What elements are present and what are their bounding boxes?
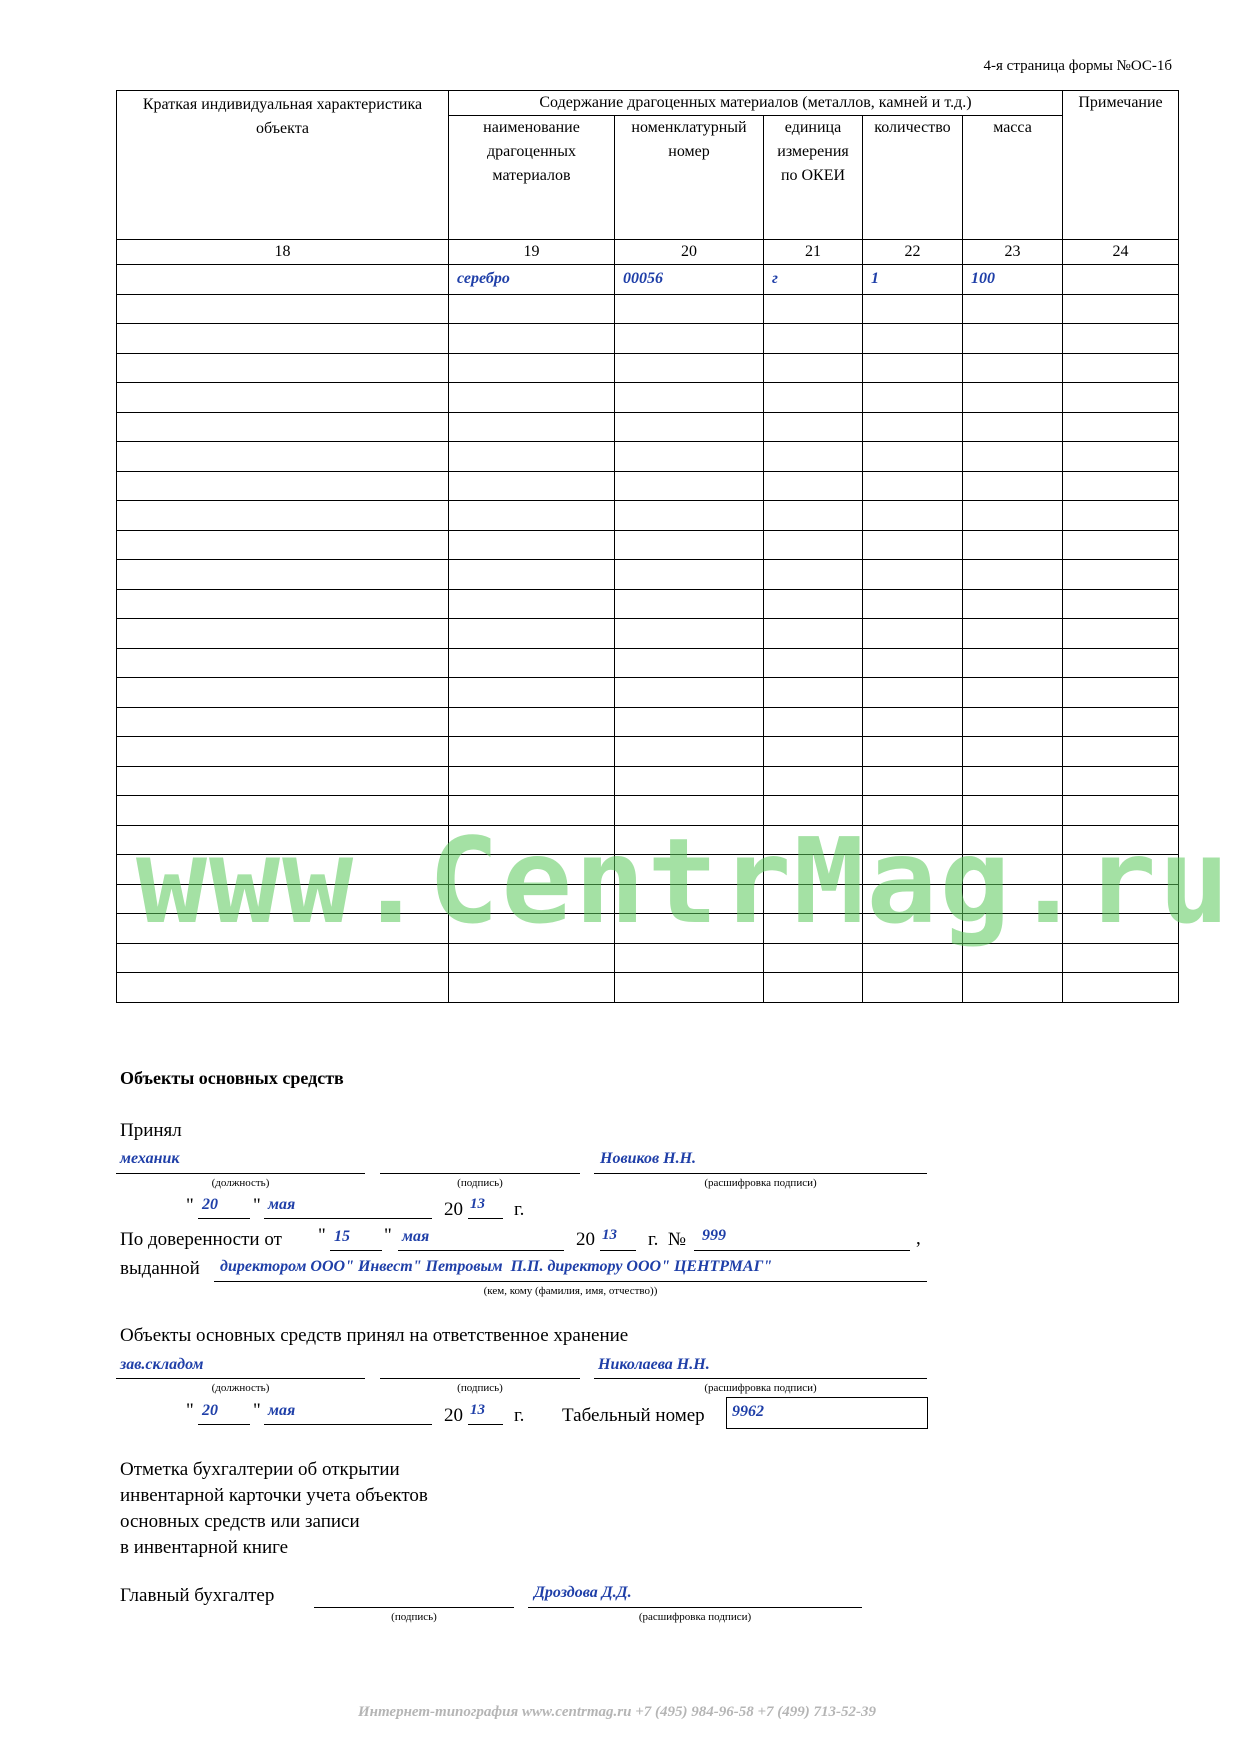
table-cell[interactable] [615, 766, 764, 796]
power-label: По доверенности от [120, 1229, 282, 1250]
table-cell[interactable] [863, 707, 963, 737]
table-cell[interactable] [615, 589, 764, 619]
table-cell[interactable] [863, 353, 963, 383]
table-cell[interactable] [863, 560, 963, 590]
table-cell[interactable] [1063, 560, 1179, 590]
table-cell[interactable] [449, 530, 615, 560]
table-cell[interactable] [963, 353, 1063, 383]
storage-month-line [264, 1424, 432, 1425]
table-cell[interactable] [1063, 353, 1179, 383]
header-col23: масса [963, 116, 1063, 240]
storage-label: Объекты основных средств принял на ответственное хранение [120, 1325, 629, 1346]
table-cell[interactable] [117, 766, 449, 796]
accepted-label: Принял [120, 1120, 182, 1141]
chief-signature-line[interactable] [314, 1607, 514, 1608]
table-cell[interactable] [764, 412, 863, 442]
table-cell[interactable] [863, 442, 963, 472]
table-cell[interactable] [1063, 766, 1179, 796]
table-cell[interactable] [117, 324, 449, 354]
power-month-line [398, 1250, 564, 1251]
table-row [117, 766, 1179, 796]
table-row [117, 589, 1179, 619]
table-row [117, 560, 1179, 590]
table-row [117, 707, 1179, 737]
table-cell[interactable] [117, 678, 449, 708]
accepted-date-quote-open: " [186, 1195, 194, 1216]
table-cell[interactable] [963, 766, 1063, 796]
storage-day-line [198, 1424, 250, 1425]
table-cell[interactable] [615, 442, 764, 472]
accepted-date-quote-close: " [253, 1195, 261, 1216]
table-cell[interactable] [449, 501, 615, 531]
table-row [117, 471, 1179, 501]
accepted-year-suffix[interactable]: 13 [470, 1196, 485, 1212]
chief-name-value[interactable]: Дроздова Д.Д. [534, 1584, 632, 1601]
table-cell[interactable] [963, 501, 1063, 531]
table-row [117, 619, 1179, 649]
table-cell[interactable] [1063, 737, 1179, 767]
accepted-name-caption: (расшифровка подписи) [704, 1177, 817, 1189]
table-cell[interactable] [764, 442, 863, 472]
issued-value[interactable]: директором ООО" Инвест" Петровым П.П. директору ООО" ЦЕНТРМАГ" [220, 1258, 773, 1275]
table-cell[interactable] [764, 648, 863, 678]
table-cell[interactable] [449, 560, 615, 590]
table-cell[interactable] [863, 648, 963, 678]
table-cell[interactable] [615, 648, 764, 678]
accepted-month-line [264, 1218, 432, 1219]
table-cell[interactable] [963, 973, 1063, 1003]
table-cell[interactable] [1063, 501, 1179, 531]
col-number-22: 22 [863, 240, 963, 265]
table-cell[interactable] [615, 707, 764, 737]
table-cell[interactable] [764, 707, 863, 737]
table-cell[interactable] [863, 766, 963, 796]
table-cell[interactable] [1063, 973, 1179, 1003]
table-cell[interactable] [449, 707, 615, 737]
power-year-prefix: 20 [576, 1229, 595, 1250]
col-number-23: 23 [963, 240, 1063, 265]
table-cell[interactable] [863, 737, 963, 767]
table-cell[interactable] [117, 530, 449, 560]
storage-position-caption: (должность) [211, 1382, 270, 1394]
table-cell[interactable] [1063, 294, 1179, 324]
table-cell[interactable] [963, 294, 1063, 324]
table-cell[interactable] [117, 294, 449, 324]
table-row [117, 973, 1179, 1003]
table-cell[interactable] [615, 412, 764, 442]
table-cell[interactable] [963, 442, 1063, 472]
table-row [117, 294, 1179, 324]
power-comma: , [916, 1228, 921, 1249]
table-cell[interactable] [449, 324, 615, 354]
accepted-year-line [468, 1218, 503, 1219]
storage-position-line [116, 1378, 365, 1379]
table-cell[interactable] [117, 707, 449, 737]
header-col21: единица измерения по ОКЕИ [764, 116, 863, 240]
accepted-date-month[interactable]: мая [268, 1196, 296, 1213]
table-cell[interactable] [449, 442, 615, 472]
table-cell[interactable] [615, 383, 764, 413]
table-cell[interactable] [449, 471, 615, 501]
accounting-note-line-4: в инвентарной книге [120, 1537, 289, 1558]
chief-signature-caption: (подпись) [391, 1611, 437, 1623]
table-row [117, 442, 1179, 472]
table-cell[interactable] [615, 678, 764, 708]
table-cell[interactable] [963, 412, 1063, 442]
table-cell[interactable] [1063, 707, 1179, 737]
table-row [117, 678, 1179, 708]
header-col20: номенклатурный номер [615, 116, 764, 240]
table-row [117, 353, 1179, 383]
table-cell[interactable] [449, 737, 615, 767]
table-cell[interactable] [615, 501, 764, 531]
table-cell[interactable] [863, 619, 963, 649]
cell-mass[interactable]: 100 [963, 265, 1063, 295]
cell-nomenclature-number[interactable]: 00056 [615, 265, 764, 295]
power-number-line [694, 1250, 910, 1251]
table-cell[interactable] [764, 353, 863, 383]
table-cell[interactable] [764, 619, 863, 649]
tab-number-label: Табельный номер [562, 1405, 705, 1426]
table-row [117, 412, 1179, 442]
storage-year-suffix[interactable]: 13 [470, 1402, 485, 1418]
table-cell[interactable] [863, 294, 963, 324]
table-row [117, 383, 1179, 413]
table-cell[interactable] [764, 766, 863, 796]
table-cell[interactable] [963, 648, 1063, 678]
header-col18: Краткая индивидуальная характеристика объекта [117, 91, 449, 240]
accepted-signature-line[interactable] [380, 1173, 580, 1174]
table-cell[interactable] [1063, 383, 1179, 413]
table-cell[interactable] [449, 383, 615, 413]
storage-date-quote-open: " [186, 1400, 194, 1421]
table-cell[interactable] [449, 412, 615, 442]
table-row [117, 501, 1179, 531]
table-cell[interactable] [117, 619, 449, 649]
storage-name-line [594, 1378, 927, 1379]
table-cell[interactable] [1063, 619, 1179, 649]
table-cell[interactable] [963, 560, 1063, 590]
table-cell[interactable] [615, 324, 764, 354]
table-cell[interactable] [615, 560, 764, 590]
footer: Интернет-типография www.centrmag.ru +7 (495) 984-96-58 +7 (499) 713-52-39 [357, 1704, 877, 1720]
table-row [117, 648, 1179, 678]
table-cell[interactable] [863, 678, 963, 708]
table-cell[interactable] [863, 383, 963, 413]
storage-year-line [468, 1424, 503, 1425]
storage-year-g: г. [514, 1405, 525, 1426]
storage-position-value[interactable]: зав.складом [120, 1356, 204, 1373]
header-group: Содержание драгоценных материалов (металлов, камней и т.д.) [449, 91, 1063, 116]
table-cell[interactable] [117, 383, 449, 413]
table-cell[interactable] [117, 589, 449, 619]
table-cell[interactable] [449, 353, 615, 383]
table-cell[interactable] [117, 737, 449, 767]
table-cell[interactable] [117, 648, 449, 678]
col-number-21: 21 [764, 240, 863, 265]
col-number-20: 20 [615, 240, 764, 265]
table-cell[interactable] [449, 648, 615, 678]
table-cell[interactable] [764, 530, 863, 560]
table-cell[interactable] [1063, 324, 1179, 354]
accounting-note-line-1: Отметка бухгалтерии об открытии [120, 1459, 400, 1480]
power-quote-close: " [384, 1225, 392, 1246]
chief-name-line [528, 1607, 862, 1608]
accepted-year-g: г. [514, 1199, 525, 1220]
storage-name-value[interactable]: Николаева Н.Н. [598, 1356, 710, 1373]
table-cell[interactable] [449, 973, 615, 1003]
table-cell[interactable] [963, 589, 1063, 619]
issued-line [214, 1281, 927, 1282]
page-label: 4-я страница формы №ОС-1б [983, 58, 1172, 74]
cell-note[interactable] [1063, 265, 1179, 295]
table-row [117, 737, 1179, 767]
table-cell[interactable] [764, 973, 863, 1003]
accepted-name-line [594, 1173, 927, 1174]
table-cell[interactable] [1063, 589, 1179, 619]
table-cell[interactable] [117, 973, 449, 1003]
table-cell[interactable] [1063, 530, 1179, 560]
power-day-line [330, 1250, 382, 1251]
storage-signature-caption: (подпись) [457, 1382, 503, 1394]
table-cell[interactable] [764, 383, 863, 413]
accepted-position-line [116, 1173, 365, 1174]
cell-characteristic[interactable] [117, 265, 449, 295]
table-cell[interactable] [117, 471, 449, 501]
storage-signature-line[interactable] [380, 1378, 580, 1379]
cell-material-name[interactable]: серебро [449, 265, 615, 295]
table-cell[interactable] [449, 678, 615, 708]
table-cell[interactable] [963, 678, 1063, 708]
accepted-signature-caption: (подпись) [457, 1177, 503, 1189]
table-cell[interactable] [449, 294, 615, 324]
table-cell[interactable] [863, 589, 963, 619]
table-cell[interactable] [764, 294, 863, 324]
section-title: Объекты основных средств [120, 1068, 344, 1088]
table-cell[interactable] [963, 383, 1063, 413]
col-number-19: 19 [449, 240, 615, 265]
table-cell[interactable] [117, 501, 449, 531]
table-cell[interactable] [117, 353, 449, 383]
cell-quantity[interactable]: 1 [863, 265, 963, 295]
table-cell[interactable] [863, 324, 963, 354]
table-cell[interactable] [117, 442, 449, 472]
col-number-24: 24 [1063, 240, 1179, 265]
accepted-position-value[interactable]: механик [120, 1150, 180, 1167]
accepted-day-line [198, 1218, 250, 1219]
table-cell[interactable] [764, 589, 863, 619]
table-cell[interactable] [615, 294, 764, 324]
power-month[interactable]: мая [402, 1228, 430, 1245]
issued-label: выданной [120, 1258, 200, 1279]
table-row [117, 265, 1179, 295]
table-cell[interactable] [615, 530, 764, 560]
issued-caption: (кем, кому (фамилия, имя, отчество)) [483, 1285, 658, 1297]
power-number[interactable]: 999 [702, 1227, 726, 1244]
table-cell[interactable] [764, 471, 863, 501]
accounting-note-line-2: инвентарной карточки учета объектов [120, 1485, 428, 1506]
header-col22: количество [863, 116, 963, 240]
accounting-note-line-3: основных средств или записи [120, 1511, 360, 1532]
table-cell[interactable] [1063, 678, 1179, 708]
chief-label: Главный бухгалтер [120, 1585, 275, 1606]
power-year-line [600, 1250, 636, 1251]
storage-name-caption: (расшифровка подписи) [704, 1382, 817, 1394]
table-cell[interactable] [1063, 471, 1179, 501]
table-cell[interactable] [615, 737, 764, 767]
table-cell[interactable] [615, 619, 764, 649]
table-cell[interactable] [615, 471, 764, 501]
cell-unit[interactable]: г [764, 265, 863, 295]
table-row [117, 530, 1179, 560]
table-cell[interactable] [1063, 412, 1179, 442]
table-cell[interactable] [615, 353, 764, 383]
table-cell[interactable] [764, 560, 863, 590]
table-cell[interactable] [1063, 648, 1179, 678]
table-cell[interactable] [764, 501, 863, 531]
table-cell[interactable] [764, 737, 863, 767]
table-cell[interactable] [963, 737, 1063, 767]
accepted-date-day[interactable]: 20 [202, 1196, 218, 1213]
accepted-name-value[interactable]: Новиков Н.Н. [600, 1150, 697, 1167]
storage-date-quote-close: " [253, 1400, 261, 1421]
table-cell[interactable] [863, 501, 963, 531]
table-cell[interactable] [449, 589, 615, 619]
chief-name-caption: (расшифровка подписи) [638, 1611, 752, 1623]
table-row [117, 324, 1179, 354]
table-cell[interactable] [963, 471, 1063, 501]
storage-year-prefix: 20 [444, 1405, 463, 1426]
table-cell[interactable] [963, 707, 1063, 737]
accepted-year-prefix: 20 [444, 1199, 463, 1220]
table-cell[interactable] [615, 973, 764, 1003]
table-cell[interactable] [963, 324, 1063, 354]
table-cell[interactable] [449, 619, 615, 649]
table-cell[interactable] [764, 324, 863, 354]
accounting-note [120, 1457, 428, 1561]
storage-date-month[interactable]: мая [268, 1402, 296, 1419]
table-cell[interactable] [764, 678, 863, 708]
power-day[interactable]: 15 [334, 1228, 350, 1245]
table-cell[interactable] [863, 471, 963, 501]
table-cell[interactable] [1063, 442, 1179, 472]
col-number-18: 18 [117, 240, 449, 265]
table-cell[interactable] [863, 973, 963, 1003]
header-col19: наименование драгоценных материалов [449, 116, 615, 240]
power-quote-open: " [318, 1225, 326, 1246]
header-col24: Примечание [1063, 91, 1179, 240]
accepted-position-caption: (должность) [211, 1177, 270, 1189]
table-cell[interactable] [117, 560, 449, 590]
table-cell[interactable] [863, 530, 963, 560]
power-g-no: г. № [648, 1229, 687, 1250]
table-cell[interactable] [963, 530, 1063, 560]
table-cell[interactable] [449, 766, 615, 796]
table-cell[interactable] [863, 412, 963, 442]
table-cell[interactable] [963, 619, 1063, 649]
tab-number-value: 9962 [732, 1403, 764, 1420]
watermark: www.CentrMag.ru [136, 812, 1232, 950]
storage-date-day[interactable]: 20 [202, 1402, 218, 1419]
table-cell[interactable] [117, 412, 449, 442]
power-year-suffix[interactable]: 13 [602, 1227, 617, 1243]
